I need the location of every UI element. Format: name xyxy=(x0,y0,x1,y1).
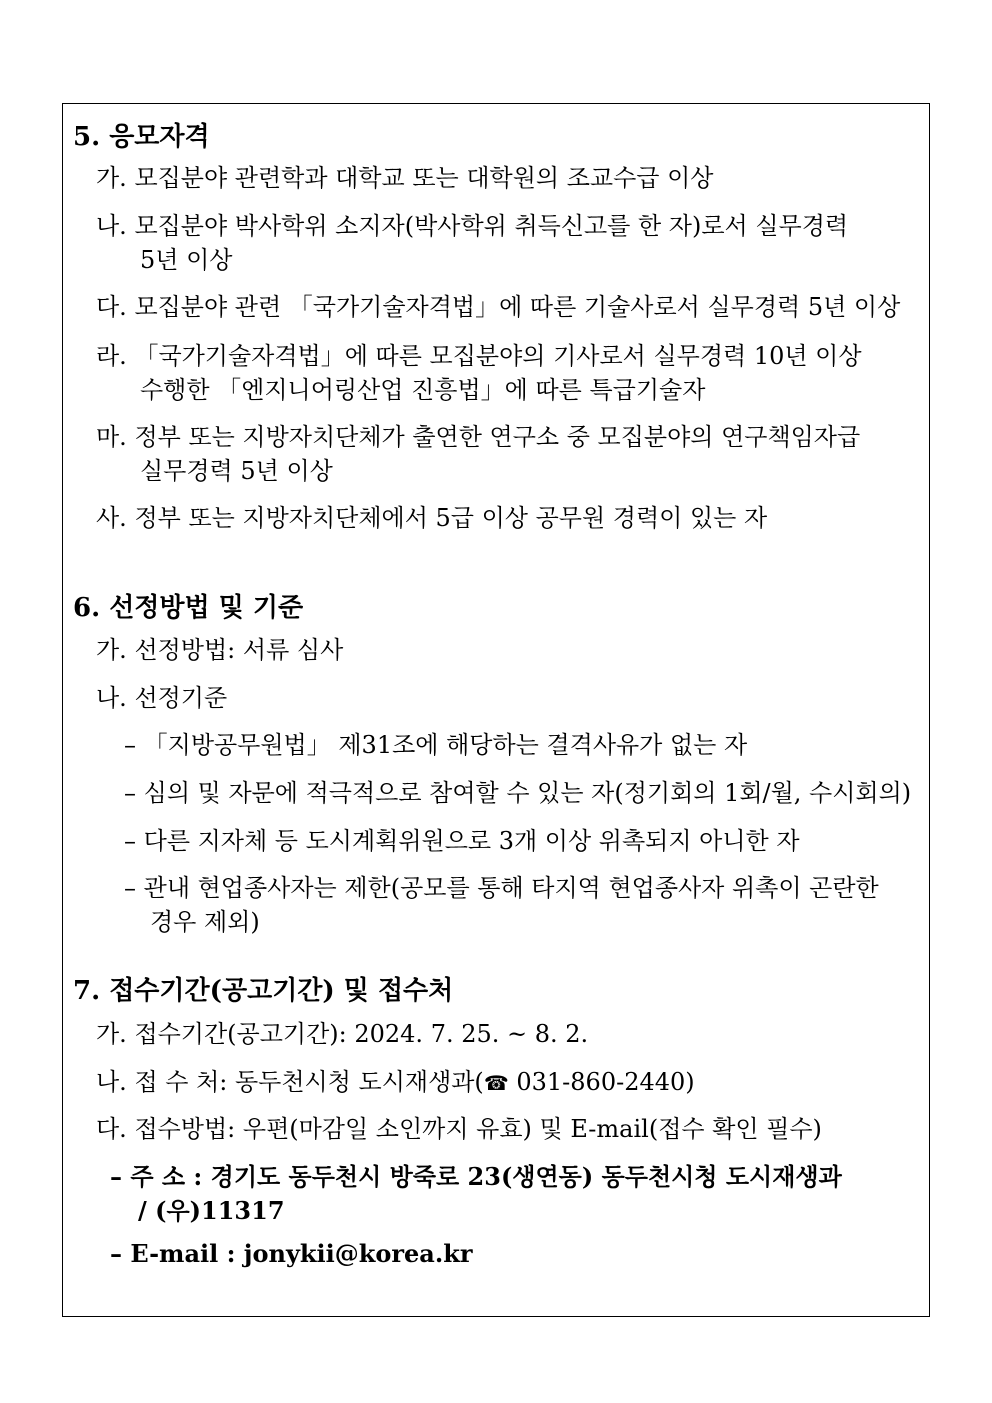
criteria-item-4-cont: 경우 제외) xyxy=(150,908,260,936)
qualification-item-ma-cont: 실무경력 5년 이상 xyxy=(140,457,333,485)
criteria-item-4: – 관내 현업종사자는 제한(공모를 통해 타지역 현업종사자 위촉이 곤란한 xyxy=(124,874,879,902)
qualification-item-na-cont: 5년 이상 xyxy=(140,246,233,274)
qualification-item-ma: 마. 정부 또는 지방자치단체가 출연한 연구소 중 모집분야의 연구책임자급 xyxy=(96,423,861,451)
submission-method: 다. 접수방법: 우편(마감일 소인까지 유효) 및 E-mail(접수 확인 필수) xyxy=(96,1115,822,1143)
selection-criteria-label: 나. 선정기준 xyxy=(96,684,228,712)
qualification-item-ra: 라. 「국가기술자격법」에 따른 모집분야의 기사로서 실무경력 10년 이상 xyxy=(96,342,862,370)
submission-period: 가. 접수기간(공고기간): 2024. 7. 25. ~ 8. 2. xyxy=(96,1020,589,1048)
qualification-item-sa: 사. 정부 또는 지방자치단체에서 5급 이상 공무원 경력이 있는 자 xyxy=(96,504,768,532)
criteria-item-1: – 「지방공무원법」 제31조에 해당하는 결격사유가 없는 자 xyxy=(124,731,748,759)
email-line: – E-mail : jonykii@korea.kr xyxy=(110,1239,473,1268)
qualification-item-ga: 가. 모집분야 관련학과 대학교 또는 대학원의 조교수급 이상 xyxy=(96,164,714,192)
telephone-icon: ☎ xyxy=(483,1071,509,1095)
qualification-item-na: 나. 모집분야 박사학위 소지자(박사학위 취득신고를 한 자)로서 실무경력 xyxy=(96,212,849,240)
selection-method: 가. 선정방법: 서류 심사 xyxy=(96,636,344,664)
section-7-heading: 7. 접수기간(공고기간) 및 접수처 xyxy=(73,976,454,1006)
qualification-item-da: 다. 모집분야 관련 「국가기술자격법」에 따른 기술사로서 실무경력 5년 이상 xyxy=(96,293,901,321)
qualification-item-ra-cont: 수행한 「엔지니어링산업 진흥법」에 따른 특급기술자 xyxy=(140,376,706,404)
section-6-heading: 6. 선정방법 및 기준 xyxy=(73,593,304,623)
criteria-item-3: – 다른 지자체 등 도시계획위원으로 3개 이상 위촉되지 아니한 자 xyxy=(124,827,800,855)
phone-number: 031-860-2440) xyxy=(508,1068,695,1096)
address-line-cont: / (우)11317 xyxy=(138,1196,285,1225)
address-line: – 주 소 : 경기도 동두천시 방죽로 23(생연동) 동두천시청 도시재생과 xyxy=(110,1162,842,1191)
section-5-heading: 5. 응모자격 xyxy=(73,122,210,152)
criteria-item-2: – 심의 및 자문에 적극적으로 참여할 수 있는 자(정기회의 1회/월, 수시회의) xyxy=(124,779,912,807)
submission-office xyxy=(96,1062,695,1097)
submission-office-label: 나. 접 수 처: 동두천시청 도시재생과( xyxy=(96,1068,484,1096)
